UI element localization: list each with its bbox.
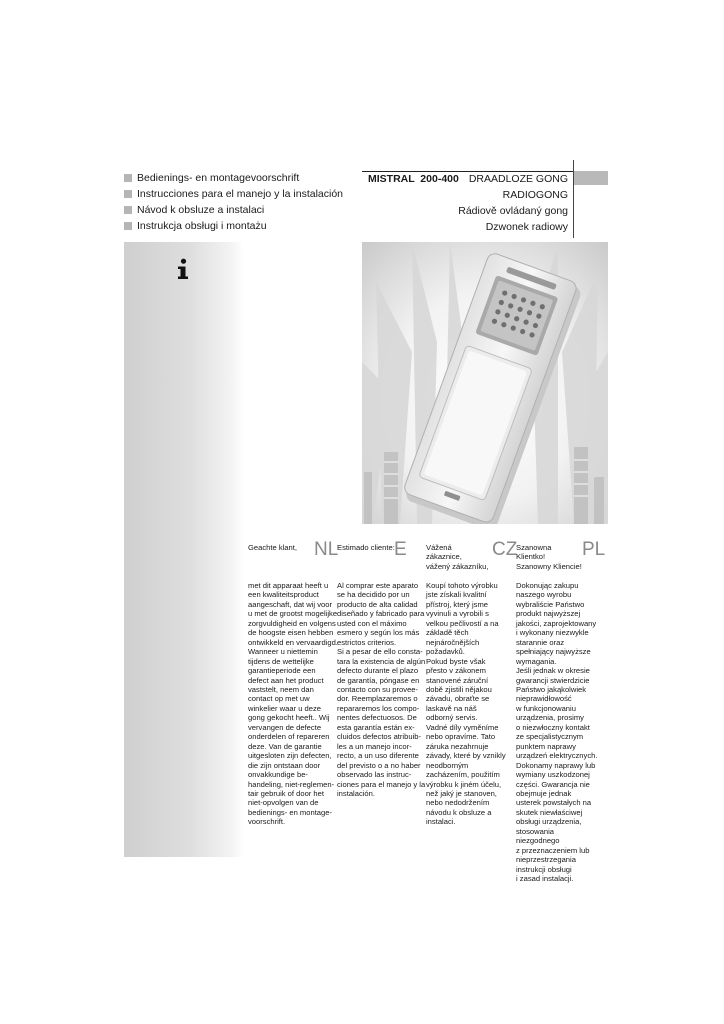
title-es: RADIOGONG	[502, 189, 568, 201]
language-label: Návod k obsluze a instalaci	[137, 204, 265, 216]
info-icon	[175, 258, 191, 280]
language-code-cz: CZ	[492, 539, 518, 560]
greeting-pl: Szanowna Klientko! Szanowny Kliencie!	[516, 543, 582, 571]
language-label: Instrucciones para el manejo y la instalación	[137, 188, 344, 200]
square-bullet-icon	[124, 174, 132, 182]
language-item-cz	[124, 204, 264, 217]
greeting-es: Estimado cliente:	[337, 543, 395, 552]
product-photo	[362, 242, 608, 524]
language-item-nl	[124, 172, 299, 185]
greeting-cz: Vážená zákaznice, vážený zákazníku,	[426, 543, 489, 571]
language-label: Instrukcja obsługi i montażu	[137, 220, 267, 232]
title-nl: DRAADLOZE GONG	[468, 173, 568, 185]
language-item-pl	[124, 220, 267, 233]
title-gray-tab	[574, 171, 608, 185]
title-pl: Dzwonek radiowy	[485, 221, 568, 233]
greeting-nl: Geachte klant,	[248, 543, 297, 552]
body-text-cz: Koupí tohoto výrobku jste získali kvalitní přístroj, který jsme vyvinuli a vyrobili s velkou pečlivostí a na základě těch nejnáročnějších požadavků. Pokud byste však přesto v zákonem stanovené záruční době zjistili nějakou závadu, obraťte se laskavě na náš odborný servis. Vadné díly vyměníme nebo opravíme. Tato záruka nezahrnuje závady, které by vznikly neodborným zacházením, použitím výrobku k jiném účelu, než jaký je stanoven, nebo nedodržením návodu k obsluze a instalaci.	[426, 581, 506, 827]
product-name: MISTRAL 200-400	[368, 173, 459, 185]
title-cz: Rádiově ovládaný gong	[458, 205, 568, 217]
body-text-pl: Dokonując zakupu naszego wyrobu wybraliście Państwo produkt najwyższej jakości, zaprojektowany i wykonany niezwykle starannie oraz spełniający najwyższe wymagania. Jeśli jednak w okresie gwarancji stwierdzicie Państwo jakąkolwiek nieprawidłowość w funkcjonowaniu urządzenia, prosimy o niezwłoczny kontakt ze specjalistycznym punktem naprawy urządzeń elektrycznych. Dokonamy naprawy lub wymiany uszkodzonej części. Gwarancja nie obejmuje jednak usterek powstałych na skutek niewłaściwej obsługi urządzenia, stosowania niezgodnego z przeznaczeniem lub nieprzestrzegania instrukcji obsługi i zasad instalacji.	[516, 581, 598, 884]
language-label: Bedienings- en montagevoorschrift	[137, 172, 300, 184]
square-bullet-icon	[124, 222, 132, 230]
body-text-es: Al comprar este aparato se ha decidido por un producto de alta calidad diseñado y fabricado para usted con el máximo esmero y según los más estrictos criterios. Si a pesar de ello consta- tara la existencia de algún defecto durante el plazo de garantía, póngase en contacto con su provee- dor. Reemplazaremos o repararemos los compo- nentes defectuosos. De esta garantía están ex- cluidos defectos atribuib- les a un manejo incor- recto, a un uso diferente del previsto o a no haber observado las instruc- ciones para el manejo y la instalación.	[337, 581, 426, 798]
square-bullet-icon	[124, 206, 132, 214]
left-gray-band	[124, 242, 244, 857]
language-code-es: E	[394, 539, 407, 560]
language-code-pl: PL	[582, 539, 606, 560]
body-text-nl: met dit apparaat heeft u een kwaliteitsproduct aangeschaft, dat wij voor u met de grootst mogelijke zorgvuldigheid en volgens de hoogste eisen hebben ontwikkeld en vervaardigd. Wanneer u niettemin tijdens de wettelijke garantieperiode een defect aan het product vaststelt, neem dan contact op met uw winkelier waar u deze gong gekocht heeft.. Wij vervangen de defecte onderdelen of repareren deze. Van de garantie uitgesloten zijn defecten, die zijn ontstaan door onvakkundige be- handeling, niet-reglemen- tair gebruik of door het niet-opvolgen van de bedienings- en montage- voorschrift.	[248, 581, 338, 827]
language-item-es	[124, 188, 343, 201]
language-code-nl: NL	[314, 539, 339, 560]
title-vertical-rule	[573, 160, 574, 238]
square-bullet-icon	[124, 190, 132, 198]
